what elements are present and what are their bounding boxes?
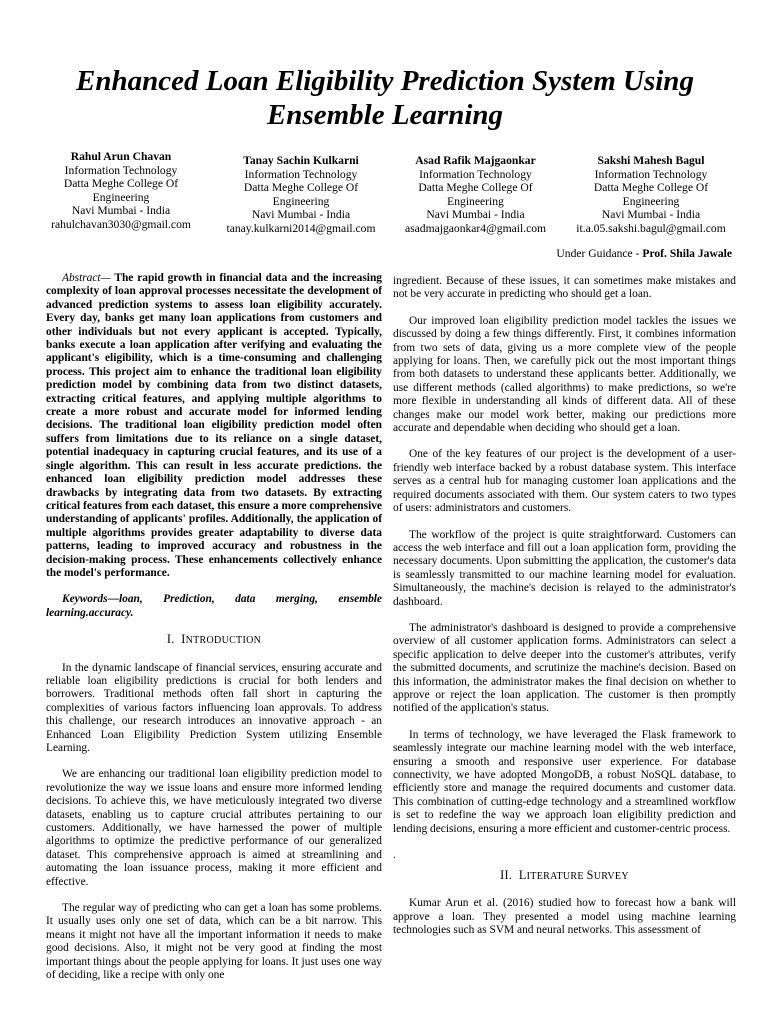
author-dept: Information Technology [244,167,358,181]
author-block-1 [46,150,196,231]
author-college: Engineering [447,194,504,208]
section-first-letter: S [586,868,594,883]
author-email: tanay.kulkarni2014@gmail.com [226,221,376,235]
right-column [393,275,736,951]
right-paragraph-1: ingredient. Because of these issues, it can sometimes make mistakes and not be very accurate in predicting who should get a loan. [393,275,736,301]
section-rest: URVEY [593,871,629,883]
right-paragraph-6: In terms of technology, we have leveraged the Flask framework to seamlessly integrate our machine learning model with the web interface, ensuring a smooth and responsive user experience. For database connectivity, we have adopted MongoDB, a robust NoSQL database, to efficiently store and manage the required documents and customer data. This combination of cutting-edge technology and a streamlined workflow is set to redefine the way we approach loan eligibility prediction and lending decisions, ensuring a more efficient and customer-centric process. [393,728,736,835]
author-name: Asad Rafik Majgaonkar [415,154,536,167]
author-city: Navi Mumbai - India [71,204,171,217]
right-paragraph-5: The administrator's dashboard is designed to provide a comprehensive overview of all customer application forms. Administrators can select a specific application to delve deeper into the customer's attributes, verify the submitted documents, and scrutinize the machine's decision. Based on this information, the administrator makes the final decision on whether to approve or reject the loan application. The customer is then promptly notified of the application's status. [393,621,736,715]
author-block-4 [566,154,736,235]
author-name: Tanay Sachin Kulkarni [243,154,359,167]
guidance-name: Prof. Shila Jawale [642,247,732,260]
section-first-letter: I [181,632,186,647]
guidance-prefix: Under Guidance - [556,247,643,260]
author-email: rahulchavan3030@gmail.com [51,217,191,231]
abstract-text: The rapid growth in financial data and the increasing complexity of loan approval processes necessitate the development of advanced prediction systems to assess loan eligibility accurately. Every day, banks get many loan applications from customers and other individuals but not every applicant is accepted. Typically, banks execute a loan application after verifying and evaluating the applicant's eligibility, which is a time-consuming and challenging process. This project aim to enhance the traditional loan eligibility prediction model by combining data from two distinct datasets, extracting critical features, and applying multiple algorithms to create a more robust and accurate model for informed lending decisions. The traditional loan eligibility prediction model often suffers from limitations due to its reliance on a single dataset, potential inadequacy in capturing crucial features, and its use of a single algorithm. This can result in less accurate predictions. the enhanced loan eligibility prediction model addresses these drawbacks by integrating data from two datasets. By extracting critical features from each dataset, this ensure a more comprehensive understanding of applicants' profiles. Additionally, the application of multiple algorithms provides greater adaptability to diverse data patterns, leading to improved accuracy and robustness in the decision-making process. These enhancements collectively enhance the model's performance. [46,272,382,579]
author-email: it.a.05.sakshi.bagul@gmail.com [576,221,726,235]
author-email: asadmajgaonkar4@gmail.com [404,221,547,235]
author-college: Engineering [92,190,150,204]
author-city: Navi Mumbai - India [251,208,351,221]
section-rest: NTRODUCTION [185,635,262,647]
abstract-lead: Abstract— [62,272,111,284]
author-college: Datta Meghe College Of [593,181,709,194]
author-dept: Information Technology [64,163,178,177]
section-heading-literature-survey [393,869,736,883]
author-block-2 [220,154,382,235]
author-city: Navi Mumbai - India [426,208,525,221]
intro-paragraph-3: The regular way of predicting who can get a loan has some problems. It usually uses only one set of data, which can be a bit narrow. This means it might not have all the important information it needs to make good decisions. Also, it might not be very good at finding the most important things about the people applying for loans. It just uses one way of deciding, like a recipe with only one [46,902,382,982]
abstract [46,272,382,580]
keywords-text: loan, Prediction, data merging, ensemble learning.accuracy. [46,593,382,619]
author-block-3 [398,154,553,235]
section-rest: ITERATURE [526,871,587,883]
author-college: Engineering [272,194,330,208]
right-paragraph-3: One of the key features of our project is the development of a user-friendly web interface backed by a robust database system. This interface serves as a central hub for managing customer loan applications and the required documents associated with them. Our system caters to two types of users: administrators and customers. [393,448,736,515]
author-name: Rahul Arun Chavan [70,150,172,163]
intro-paragraph-2: We are enhancing our traditional loan eligibility prediction model to revolutionize the way we issue loans and ensure more informed lending decisions. To achieve this, we have meticulously integrated two diverse datasets, enabling us to capture crucial attributes pertaining to our customers. Additionally, we have harnessed the power of multiple algorithms to optimize the predictive performance of our generalized dataset. This comprehensive approach is aimed at streamlining and automating the loan issuance process, making it more efficient and effective. [46,768,382,888]
section-number: I. [166,632,175,647]
author-dept: Information Technology [594,167,708,181]
author-name: Sakshi Mahesh Bagul [597,154,705,167]
guidance-line [470,247,732,260]
paper-title: Enhanced Loan Eligibility Prediction System Using Ensemble Learning [76,65,694,131]
author-college: Datta Meghe College Of [243,181,359,194]
stray-dot: . [393,849,396,862]
intro-paragraph-1: In the dynamic landscape of financial services, ensuring accurate and reliable loan eligibility predictions is crucial for both lenders and borrowers. Traditional methods often fall short in capturing the complexities of various factors influencing loan approvals. To address this challenge, our research introduces an innovative approach - an Enhanced Loan Eligibility Prediction System utilizing Ensemble Learning. [46,661,382,754]
right-paragraph-2: Our improved loan eligibility prediction model tackles the issues we discussed by doing a few things differently. First, it combines information from two sets of data, giving us a more complete view of the people applying for loans. Then, we carefully pick out the most important things from both datasets to understand these applicants better. Additionally, we use different methods (called algorithms) to make predictions, so we're more flexible in understanding all kinds of different data. All of these changes make our model work better, making our predictions more accurate and dependable when deciding who should get a loan. [393,314,736,435]
section-heading-introduction [46,633,382,647]
keywords-lead: Keywords— [62,593,119,606]
author-college: Datta Meghe College Of [63,177,179,190]
section-number: II. [500,868,513,883]
author-city: Navi Mumbai - India [601,208,701,221]
left-column [46,272,382,996]
right-paragraph-4: The workflow of the project is quite straightforward. Customers can access the web interface and fill out a loan application form, providing the necessary documents. Upon submitting the application, the customer's data is seamlessly transmitted to our machine learning model for evaluation. Simultaneously, the machine's decision is relayed to the administrator's dashboard. [393,528,736,608]
keywords [46,593,382,620]
author-college: Engineering [622,194,680,208]
section-first-letter: L [518,868,527,883]
literature-paragraph-1: Kumar Arun et al. (2016) studied how to forecast how a bank will approve a loan. They presented a model using machine learning technologies such as SVM and neural networks. This assessment of [393,897,736,937]
author-dept: Information Technology [419,167,532,181]
author-college: Datta Meghe College Of [418,181,533,194]
